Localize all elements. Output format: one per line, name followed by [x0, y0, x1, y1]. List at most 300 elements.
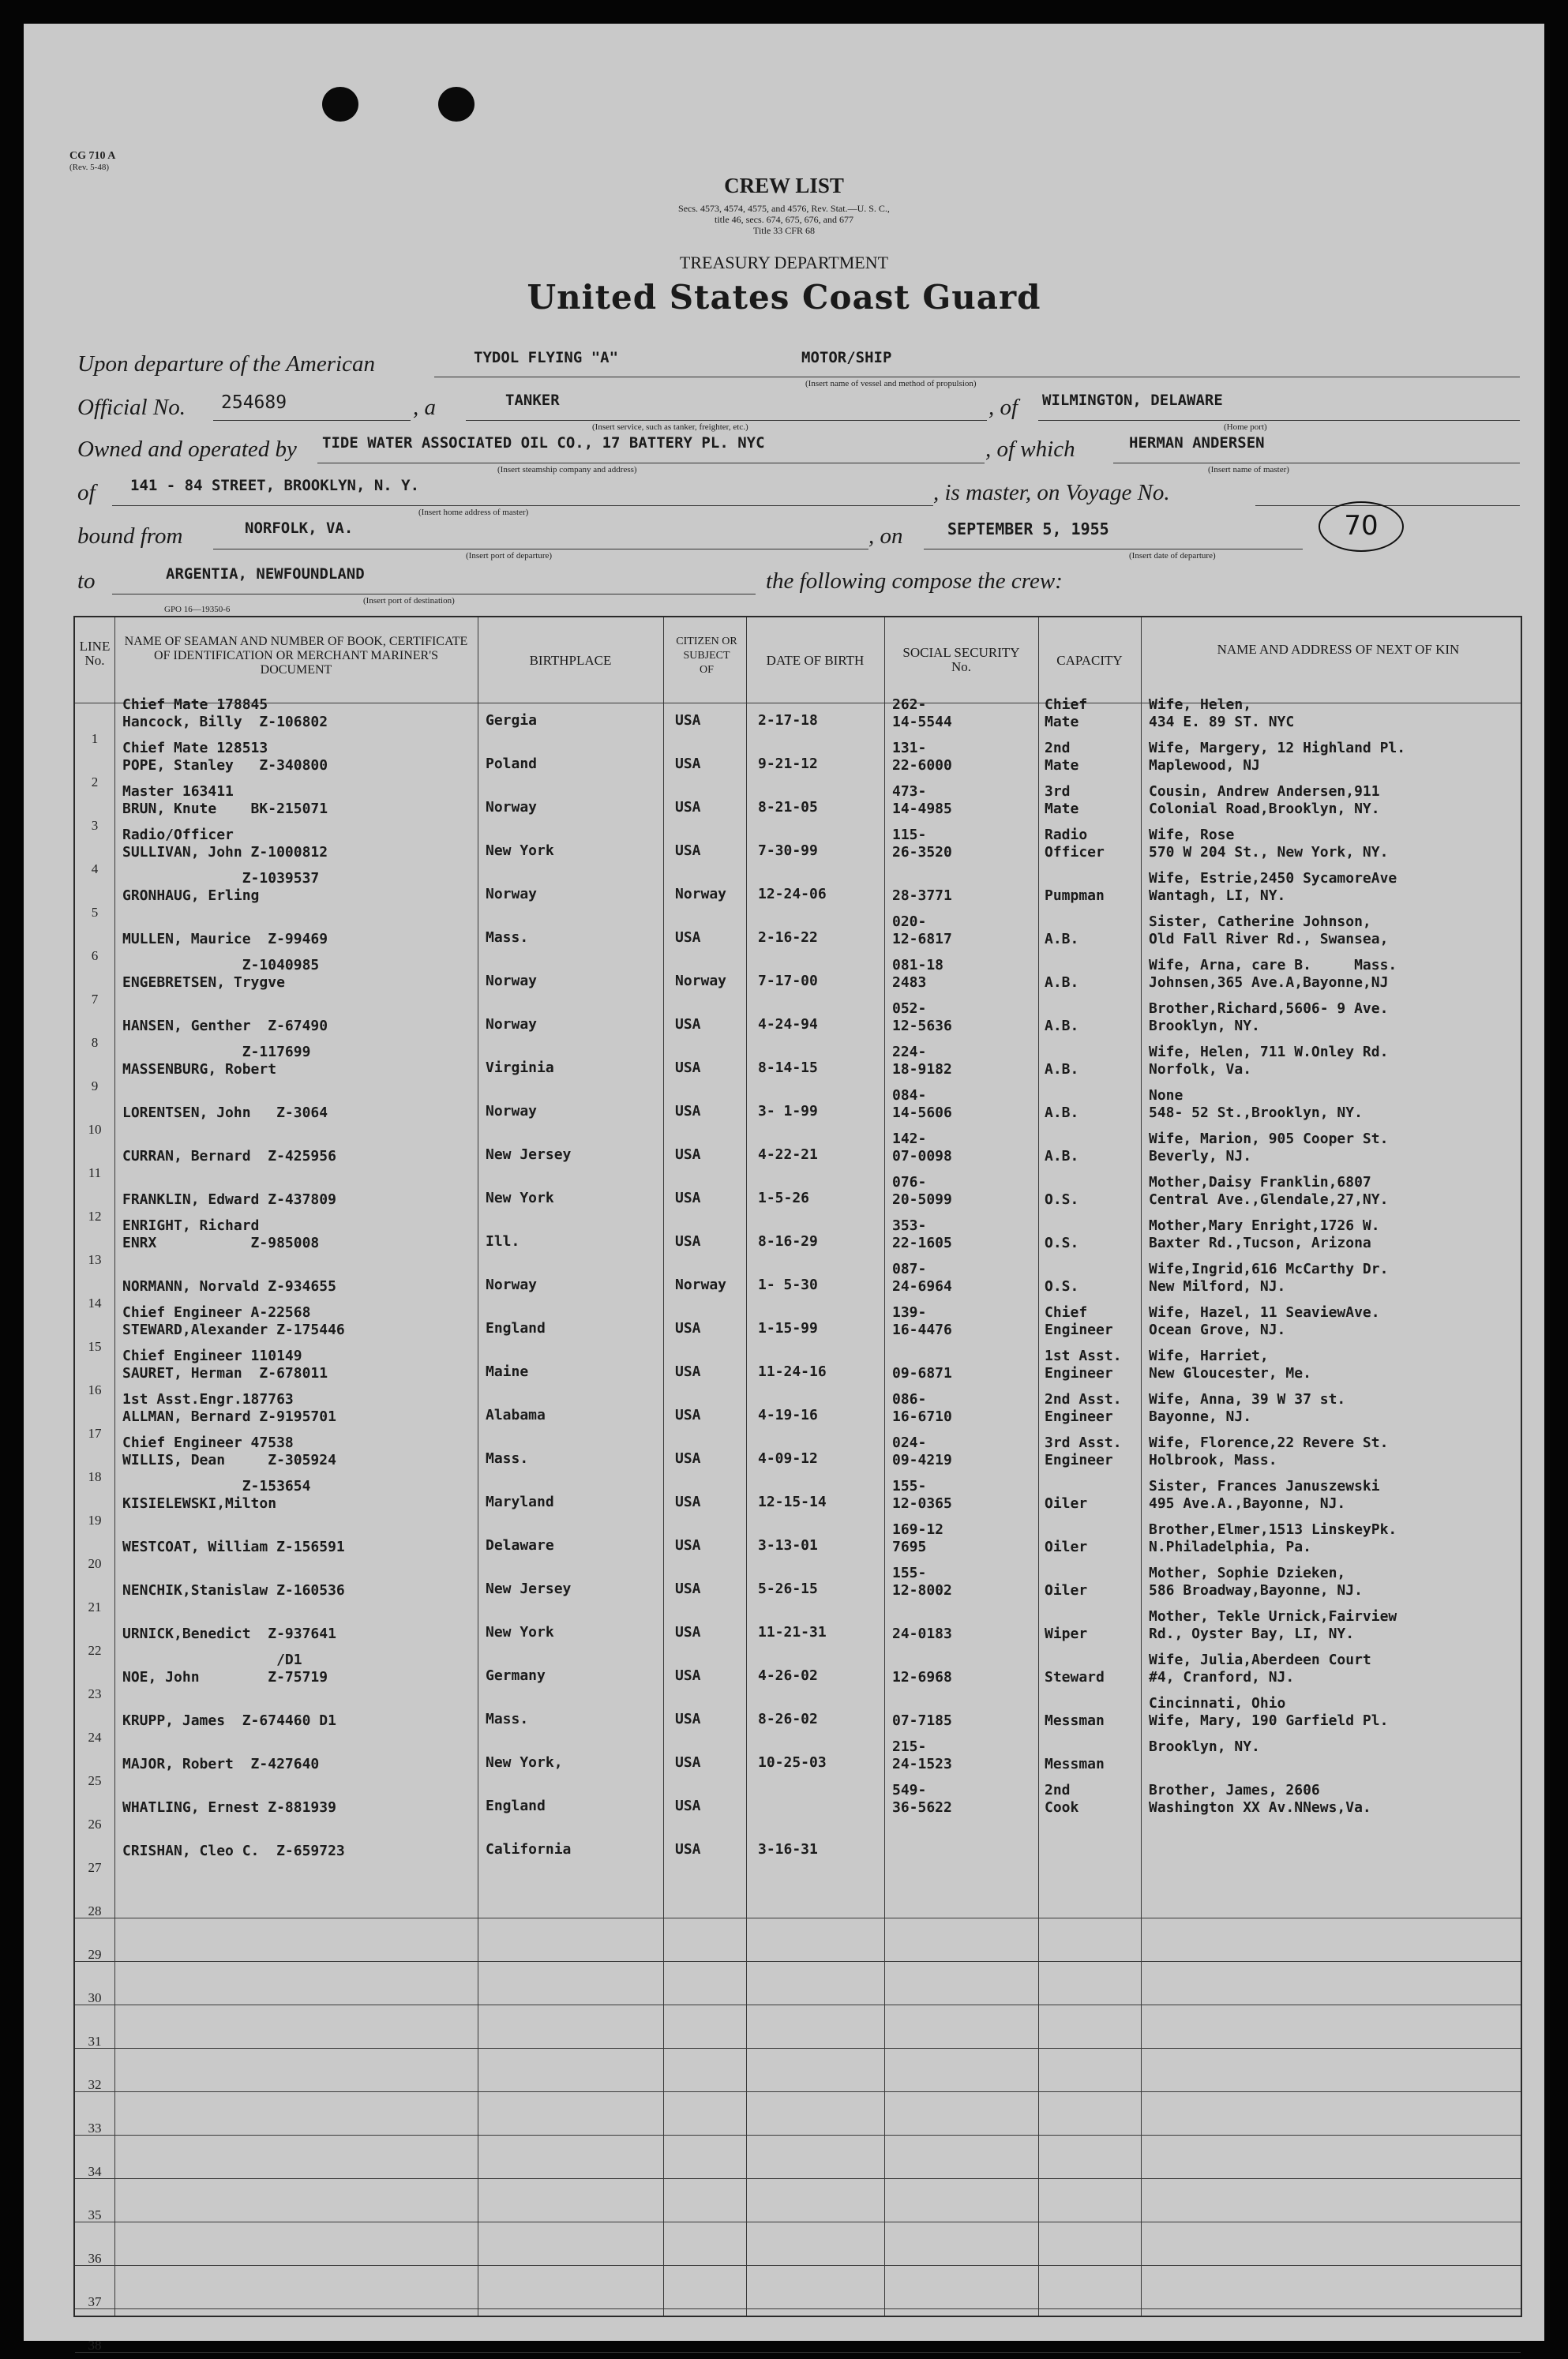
ssn-prefix: 081-18 [892, 957, 944, 973]
row-number: 36 [88, 2251, 102, 2266]
citizenship: USA [675, 799, 701, 816]
date-of-birth: 5-26-15 [758, 1581, 818, 1597]
col-ssn: SOCIAL SECURITY No. [902, 645, 1020, 674]
ssn: 20-5099 [892, 1191, 952, 1208]
citizenship: Norway [675, 973, 727, 989]
capacity: Oiler [1045, 1539, 1088, 1555]
citizenship: USA [675, 1190, 701, 1206]
row-number: 30 [88, 1990, 102, 2005]
row-number: 35 [88, 2207, 102, 2222]
next-of-kin-address: Rd., Oyster Bay, LI, NY. [1149, 1626, 1355, 1642]
statute-line: Secs. 4573, 4574, 4575, and 4576, Rev. Stat.—U. S. C., [678, 203, 890, 214]
ssn: 14-5606 [892, 1104, 952, 1121]
row-number: 24 [88, 1730, 102, 1745]
next-of-kin-address: Central Ave.,Glendale,27,NY. [1149, 1191, 1389, 1208]
birthplace: England [486, 1320, 546, 1337]
table-row [75, 1832, 1521, 1875]
birthplace: Gergia [486, 712, 538, 729]
next-of-kin: Mother, Tekle Urnick,Fairview [1149, 1608, 1397, 1625]
label-a: , a [413, 395, 436, 420]
date-of-birth: 4-24-94 [758, 1016, 818, 1033]
master-address: 141 - 84 STREET, BROOKLYN, N. Y. [130, 477, 420, 494]
citizenship: USA [675, 1667, 701, 1684]
department-name: TREASURY DEPARTMENT [679, 253, 889, 272]
date-of-birth: 3-13-01 [758, 1537, 818, 1554]
label-of-address: of [77, 480, 96, 505]
next-of-kin-address: Bayonne, NJ. [1149, 1408, 1252, 1425]
home-port: WILMINGTON, DELAWARE [1042, 392, 1223, 409]
table-row [75, 2222, 1521, 2266]
hint-departure-port: (Insert port of departure) [466, 551, 553, 561]
seaman-title: Chief Engineer 47538 [122, 1435, 294, 1451]
birthplace: Norway [486, 1016, 538, 1033]
ssn-prefix: 052- [892, 1000, 927, 1017]
ssn-prefix: 155- [892, 1478, 927, 1495]
seaman-name: NORMANN, Norvald Z-934655 [122, 1278, 336, 1295]
label-of: , of [988, 395, 1018, 420]
row-number: 12 [88, 1209, 102, 1224]
birthplace: Maryland [486, 1494, 554, 1510]
row-number: 11 [88, 1165, 102, 1180]
birthplace: Norway [486, 886, 538, 902]
row-number: 38 [88, 2338, 102, 2353]
seaman-title: Master 163411 [122, 783, 234, 800]
date-of-birth: 4-09-12 [758, 1450, 818, 1467]
seaman-name: STEWARD,Alexander Z-175446 [122, 1322, 345, 1338]
ssn: 24-6964 [892, 1278, 952, 1295]
date-of-birth: 3- 1-99 [758, 1103, 818, 1119]
citizenship: USA [675, 1841, 701, 1858]
next-of-kin: Wife, Arna, care B. Mass. [1149, 957, 1397, 973]
next-of-kin: Sister, Catherine Johnson, [1149, 913, 1371, 930]
label-bound-from: bound from [77, 523, 183, 549]
birthplace: California [486, 1841, 572, 1858]
hint-master: (Insert name of master) [1208, 465, 1289, 474]
ssn: 09-6871 [892, 1365, 952, 1382]
capacity-line: 2nd [1045, 1782, 1071, 1798]
row-number: 27 [88, 1860, 102, 1875]
seaman-name: MASSENBURG, Robert [122, 1061, 277, 1078]
capacity: O.S. [1045, 1278, 1079, 1295]
row-number: 17 [88, 1426, 102, 1441]
field-line [112, 505, 933, 506]
citizenship: USA [675, 1016, 701, 1033]
capacity: Engineer [1045, 1452, 1113, 1468]
next-of-kin: Wife, Helen, 711 W.Onley Rd. [1149, 1044, 1389, 1060]
ssn: 28-3771 [892, 887, 952, 904]
ssn: 12-5636 [892, 1018, 952, 1034]
ssn-prefix: 139- [892, 1304, 927, 1321]
seaman-title: Z-117699 [122, 1044, 311, 1060]
citizenship: USA [675, 1581, 701, 1597]
seaman-title: 1st Asst.Engr.187763 [122, 1391, 294, 1408]
departure-port: NORFOLK, VA. [245, 519, 354, 537]
capacity-line: Radio [1045, 827, 1088, 843]
next-of-kin-address: Colonial Road,Brooklyn, NY. [1149, 801, 1380, 817]
hint-home-port: (Home port) [1224, 422, 1267, 432]
row-number: 19 [88, 1513, 102, 1528]
citizenship: USA [675, 1494, 701, 1510]
birthplace: Mass. [486, 929, 529, 946]
capacity-line: 1st Asst. [1045, 1348, 1122, 1364]
seaman-name: ENRX Z-985008 [122, 1235, 320, 1251]
destination-port: ARGENTIA, NEWFOUNDLAND [166, 565, 365, 583]
ssn-prefix: 084- [892, 1087, 927, 1104]
ssn-prefix: 262- [892, 696, 927, 713]
date-of-birth: 9-21-12 [758, 756, 818, 772]
ssn: 18-9182 [892, 1061, 952, 1078]
row-number: 34 [88, 2164, 102, 2179]
next-of-kin: Wife, Margery, 12 Highland Pl. [1149, 740, 1406, 756]
capacity: Mate [1045, 801, 1079, 817]
ssn: 26-3520 [892, 844, 952, 861]
birthplace: Norway [486, 799, 538, 816]
seaman-name: POPE, Stanley Z-340800 [122, 757, 328, 774]
next-of-kin: Wife, Anna, 39 W 37 st. [1149, 1391, 1346, 1408]
date-of-birth: 1-5-26 [758, 1190, 810, 1206]
citizenship: USA [675, 1711, 701, 1727]
next-of-kin: Wife, Marion, 905 Cooper St. [1149, 1131, 1389, 1147]
table-row [75, 2179, 1521, 2222]
hint-master-address: (Insert home address of master) [418, 508, 529, 517]
next-of-kin-address: 570 W 204 St., New York, NY. [1149, 844, 1389, 861]
seaman-name: HANSEN, Genther Z-67490 [122, 1018, 328, 1034]
row-number: 2 [91, 774, 99, 789]
ssn-prefix: 086- [892, 1391, 927, 1408]
seaman-title: Chief Mate 178845 [122, 696, 268, 713]
birthplace: Virginia [486, 1059, 554, 1076]
form-title: CREW LIST [724, 174, 844, 197]
citizenship: USA [675, 1103, 701, 1119]
next-of-kin-address: 548- 52 St.,Brooklyn, NY. [1149, 1104, 1363, 1121]
birthplace: Norway [486, 973, 538, 989]
next-of-kin: Mother, Sophie Dzieken, [1149, 1565, 1346, 1581]
table-row [75, 783, 1521, 833]
seaman-name: BRUN, Knute BK-215071 [122, 801, 328, 817]
field-line [213, 420, 411, 421]
date-of-birth: 4-22-21 [758, 1146, 818, 1163]
birthplace: Alabama [486, 1407, 546, 1423]
label-official-no: Official No. [77, 395, 186, 420]
birthplace: New York [486, 1624, 554, 1641]
next-of-kin-address: 586 Broadway,Bayonne, NJ. [1149, 1582, 1363, 1599]
next-of-kin: Cincinnati, Ohio [1149, 1695, 1286, 1712]
crew-table [73, 616, 1522, 2353]
punch-hole [322, 87, 358, 122]
capacity: Steward [1045, 1669, 1105, 1686]
hint-departure-date: (Insert date of departure) [1129, 551, 1216, 561]
capacity: A.B. [1045, 1018, 1079, 1034]
capacity: Engineer [1045, 1322, 1113, 1338]
capacity: Engineer [1045, 1408, 1113, 1425]
row-number: 25 [88, 1773, 102, 1788]
date-of-birth: 11-21-31 [758, 1624, 827, 1641]
master-name: HERMAN ANDERSEN [1129, 434, 1265, 452]
ssn: 7695 [892, 1539, 927, 1555]
table-row [75, 2005, 1521, 2049]
row-number: 8 [91, 1035, 99, 1050]
row-number: 14 [88, 1296, 102, 1311]
ssn: 12-8002 [892, 1582, 952, 1599]
seaman-name: GRONHAUG, Erling [122, 887, 260, 904]
seaman-name: URNICK,Benedict Z-937641 [122, 1626, 336, 1642]
birthplace: New York, [486, 1754, 563, 1771]
row-number: 29 [88, 1947, 102, 1962]
birthplace: New York [486, 842, 554, 859]
next-of-kin-address: New Milford, NJ. [1149, 1278, 1286, 1295]
date-of-birth: 8-21-05 [758, 799, 818, 816]
col-dob: DATE OF BIRTH [766, 653, 865, 668]
ssn-prefix: 142- [892, 1131, 927, 1147]
ssn: 14-4985 [892, 801, 952, 817]
citizenship: USA [675, 1320, 701, 1337]
col-line-no: LINE No. [79, 639, 111, 668]
birthplace: Norway [486, 1277, 538, 1293]
ssn: 24-0183 [892, 1626, 952, 1642]
date-of-birth: 1- 5-30 [758, 1277, 818, 1293]
hint-service: (Insert service, such as tanker, freighter, etc.) [592, 422, 748, 432]
date-of-birth: 4-26-02 [758, 1667, 818, 1684]
table-row [75, 1875, 1521, 1918]
row-number: 7 [91, 992, 99, 1007]
table-row [75, 1695, 1521, 1745]
row-number: 3 [91, 818, 99, 833]
date-of-birth: 1-15-99 [758, 1320, 818, 1337]
table-row [75, 2266, 1521, 2309]
ssn-prefix: 020- [892, 913, 927, 930]
citizenship: USA [675, 842, 701, 859]
capacity: Messman [1045, 1756, 1105, 1772]
ssn: 14-5544 [892, 714, 952, 730]
next-of-kin: Wife, Julia,Aberdeen Court [1149, 1652, 1371, 1668]
row-number: 1 [91, 731, 99, 746]
col-citizen: CITIZEN OR SUBJECT OF [676, 636, 737, 676]
ssn-prefix: 549- [892, 1782, 927, 1798]
seaman-name: KRUPP, James Z-674460 D1 [122, 1712, 336, 1729]
col-birthplace: BIRTHPLACE [529, 653, 612, 668]
label-owned: Owned and operated by [77, 437, 297, 462]
birthplace: New York [486, 1190, 554, 1206]
official-number: 254689 [221, 392, 287, 413]
table-row [75, 2309, 1521, 2353]
ssn-prefix: 087- [892, 1261, 927, 1277]
capacity: O.S. [1045, 1191, 1079, 1208]
agency-name: United States Coast Guard [527, 278, 1041, 317]
seaman-name: LORENTSEN, John Z-3064 [122, 1104, 328, 1121]
capacity: Engineer [1045, 1365, 1113, 1382]
ssn: 2483 [892, 974, 927, 991]
seaman-name: MULLEN, Maurice Z-99469 [122, 931, 328, 947]
capacity-line: 3rd Asst. [1045, 1435, 1122, 1451]
seaman-title: Radio/Officer [122, 827, 234, 843]
label-to: to [77, 568, 96, 594]
table-row [75, 1044, 1521, 1093]
row-number: 16 [88, 1382, 102, 1397]
birthplace: Germany [486, 1667, 546, 1684]
next-of-kin-address: Brooklyn, NY. [1149, 1018, 1260, 1034]
capacity-line: Chief [1045, 1304, 1088, 1321]
next-of-kin: Wife, Harriet, [1149, 1348, 1269, 1364]
date-of-birth: 11-24-16 [758, 1363, 827, 1380]
capacity: Pumpman [1045, 887, 1105, 904]
field-line [466, 420, 987, 421]
table-row [75, 1782, 1521, 1832]
label-of-which: , of which [985, 437, 1075, 462]
capacity: Messman [1045, 1712, 1105, 1729]
date-of-birth: 4-19-16 [758, 1407, 818, 1423]
seaman-name: Hancock, Billy Z-106802 [122, 714, 328, 730]
citizenship: USA [675, 1407, 701, 1423]
date-of-birth: 8-14-15 [758, 1059, 818, 1076]
capacity-line: 3rd [1045, 783, 1071, 800]
capacity-line: 2nd Asst. [1045, 1391, 1122, 1408]
citizenship: USA [675, 1146, 701, 1163]
next-of-kin: Brother, James, 2606 [1149, 1782, 1320, 1798]
ssn-prefix: 131- [892, 740, 927, 756]
next-of-kin: Wife,Ingrid,616 McCarthy Dr. [1149, 1261, 1389, 1277]
row-number: 22 [88, 1643, 102, 1658]
ssn: 12-6968 [892, 1669, 952, 1686]
field-line [1038, 420, 1520, 421]
birthplace: New Jersey [486, 1146, 572, 1163]
birthplace: Ill. [486, 1233, 520, 1250]
capacity-line: 2nd [1045, 740, 1071, 756]
citizenship: USA [675, 1363, 701, 1380]
capacity: A.B. [1045, 1148, 1079, 1164]
col-capacity: CAPACITY [1056, 653, 1123, 668]
row-number: 33 [88, 2121, 102, 2136]
seaman-title: Z-1039537 [122, 870, 320, 887]
date-of-birth: 8-26-02 [758, 1711, 818, 1727]
propulsion: MOTOR/SHIP [801, 349, 892, 366]
next-of-kin: Wife, Rose [1149, 827, 1235, 843]
citizenship: USA [675, 1059, 701, 1076]
row-number: 21 [88, 1600, 102, 1615]
next-of-kin: Wife, Florence,22 Revere St. [1149, 1435, 1389, 1451]
seaman-title: ENRIGHT, Richard [122, 1217, 260, 1234]
seaman-name: NOE, John Z-75719 [122, 1669, 328, 1686]
row-number: 37 [88, 2294, 102, 2309]
hint-destination: (Insert port of destination) [363, 596, 455, 606]
capacity: A.B. [1045, 931, 1079, 947]
date-of-birth: 8-16-29 [758, 1233, 818, 1250]
next-of-kin-address: Beverly, NJ. [1149, 1148, 1252, 1164]
next-of-kin: Mother,Mary Enright,1726 W. [1149, 1217, 1380, 1234]
ssn: 36-5622 [892, 1799, 952, 1816]
citizenship: Norway [675, 1277, 727, 1293]
next-of-kin-address: Johnsen,365 Ave.A,Bayonne,NJ [1149, 974, 1389, 991]
ssn-prefix: 115- [892, 827, 927, 843]
row-number: 31 [88, 2034, 102, 2049]
row-number: 18 [88, 1469, 102, 1484]
ssn: 07-0098 [892, 1148, 952, 1164]
citizenship: USA [675, 929, 701, 946]
next-of-kin-address: Wife, Mary, 190 Garfield Pl. [1149, 1712, 1389, 1729]
next-of-kin-address: New Gloucester, Me. [1149, 1365, 1311, 1382]
citizenship: USA [675, 712, 701, 729]
next-of-kin-address: Washington XX Av.NNews,Va. [1149, 1799, 1371, 1816]
statute-line: title 46, secs. 674, 675, 676, and 677 [715, 214, 853, 225]
capacity: Oiler [1045, 1495, 1088, 1512]
field-line [1255, 505, 1520, 506]
next-of-kin-address: #4, Cranford, NJ. [1149, 1669, 1295, 1686]
row-number: 28 [88, 1903, 102, 1918]
capacity: A.B. [1045, 974, 1079, 991]
ssn: 16-4476 [892, 1322, 952, 1338]
punch-hole [438, 87, 475, 122]
next-of-kin: Brother,Richard,5606- 9 Ave. [1149, 1000, 1389, 1017]
ssn: 22-6000 [892, 757, 952, 774]
capacity: A.B. [1045, 1061, 1079, 1078]
ssn-prefix: 473- [892, 783, 927, 800]
ssn-prefix: 169-12 [892, 1521, 944, 1538]
next-of-kin-address: Wantagh, LI, NY. [1149, 887, 1286, 904]
seaman-title: /D1 [122, 1652, 302, 1668]
ssn-prefix: 155- [892, 1565, 927, 1581]
capacity: O.S. [1045, 1235, 1079, 1251]
owner-operator: TIDE WATER ASSOCIATED OIL CO., 17 BATTERY PL. NYC [322, 434, 765, 452]
table-row [75, 2092, 1521, 2136]
row-number: 20 [88, 1556, 102, 1571]
next-of-kin-address: Norfolk, Va. [1149, 1061, 1252, 1078]
citizenship: USA [675, 756, 701, 772]
hint-owner: (Insert steamship company and address) [497, 465, 637, 474]
birthplace: New Jersey [486, 1581, 572, 1597]
row-number: 6 [91, 948, 99, 963]
citizenship: USA [675, 1624, 701, 1641]
table-row [75, 1652, 1521, 1701]
seaman-name: NENCHIK,Stanislaw Z-160536 [122, 1582, 345, 1599]
form-number: CG 710 A [69, 150, 116, 162]
citizenship: USA [675, 1798, 701, 1814]
row-number: 10 [88, 1122, 102, 1137]
statute-citation [24, 203, 1544, 236]
seaman-name: MAJOR, Robert Z-427640 [122, 1756, 320, 1772]
table-row [75, 1918, 1521, 1962]
row-number: 9 [91, 1078, 99, 1093]
seaman-name: ALLMAN, Bernard Z-9195701 [122, 1408, 336, 1425]
date-of-birth: 2-17-18 [758, 712, 818, 729]
seaman-title: Chief Engineer 110149 [122, 1348, 302, 1364]
label-compose: the following compose the crew: [766, 568, 1063, 594]
next-of-kin: Sister, Frances Januszewski [1149, 1478, 1380, 1495]
birthplace: Mass. [486, 1711, 529, 1727]
seaman-name: WILLIS, Dean Z-305924 [122, 1452, 336, 1468]
citizenship: USA [675, 1233, 701, 1250]
next-of-kin-address: Holbrook, Mass. [1149, 1452, 1277, 1468]
seaman-title: Z-1040985 [122, 957, 320, 973]
next-of-kin-address: 495 Ave.A.,Bayonne, NJ. [1149, 1495, 1346, 1512]
seaman-name: WESTCOAT, William Z-156591 [122, 1539, 345, 1555]
ssn: 07-7185 [892, 1712, 952, 1729]
row-number: 13 [88, 1252, 102, 1267]
form-revision: (Rev. 5-48) [69, 163, 109, 172]
date-of-birth: 2-16-22 [758, 929, 818, 946]
statute-line: Title 33 CFR 68 [753, 225, 815, 236]
capacity-line: Chief [1045, 696, 1088, 713]
row-number: 23 [88, 1686, 102, 1701]
ssn-prefix: 215- [892, 1738, 927, 1755]
next-of-kin: Wife, Hazel, 11 SeaviewAve. [1149, 1304, 1380, 1321]
next-of-kin: Brother,Elmer,1513 LinskeyPk. [1149, 1521, 1397, 1538]
birthplace: England [486, 1798, 546, 1814]
seaman-name: SAURET, Herman Z-678011 [122, 1365, 328, 1382]
seaman-name: WHATLING, Ernest Z-881939 [122, 1799, 336, 1816]
date-of-birth: 7-30-99 [758, 842, 818, 859]
seaman-title: Chief Mate 128513 [122, 740, 268, 756]
col-name: NAME OF SEAMAN AND NUMBER OF BOOK, CERTIFICATE OF IDENTIFICATION OR MERCHANT MARINER'S DOCUMENT [124, 635, 468, 677]
vessel-service: TANKER [505, 392, 560, 409]
